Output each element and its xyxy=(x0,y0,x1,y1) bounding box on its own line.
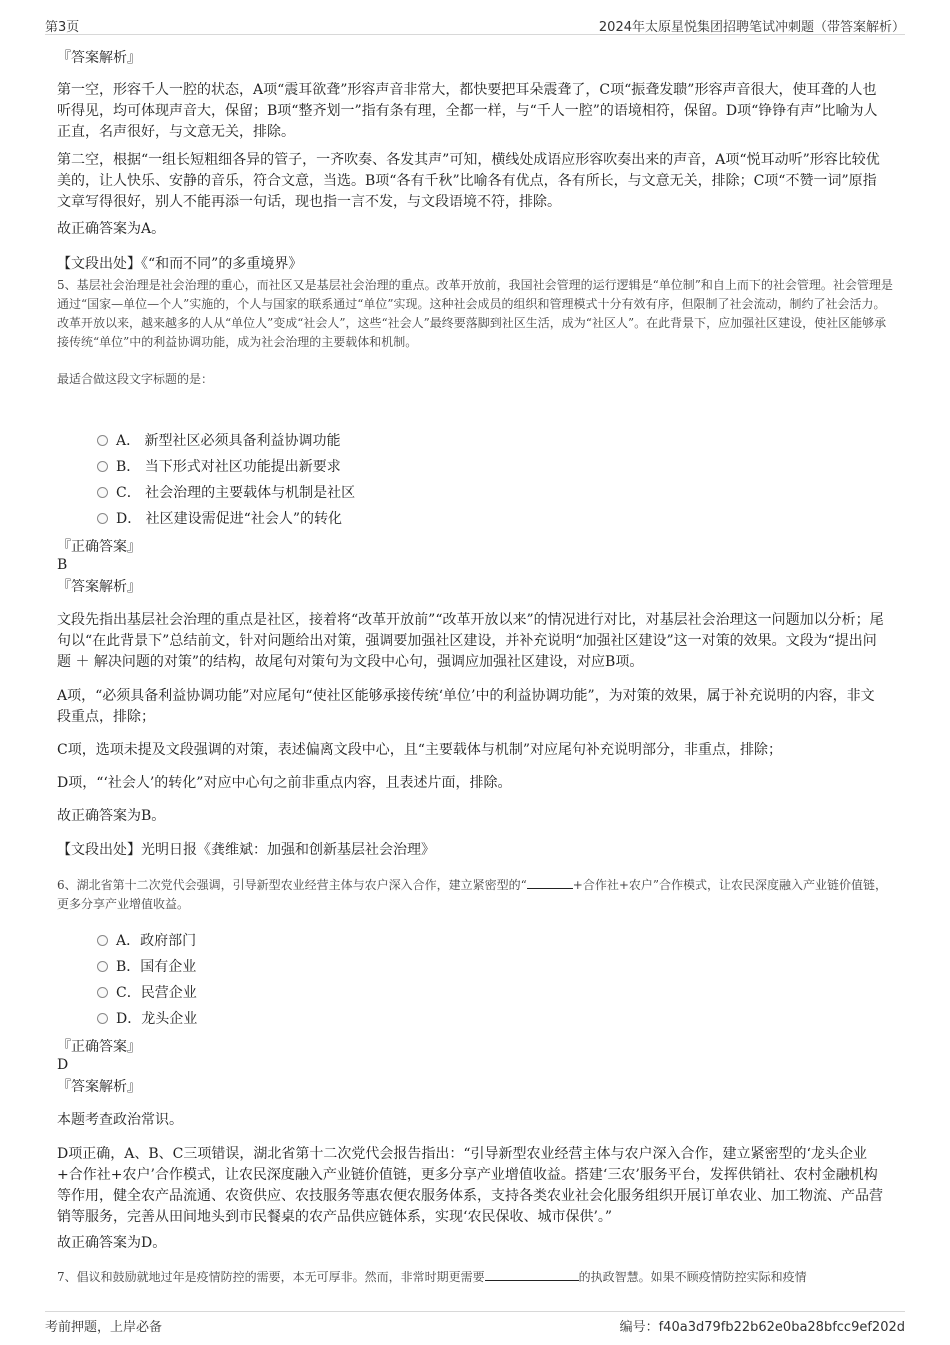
option-label: D．龙头企业 xyxy=(116,1011,198,1027)
document-title: 2024年太原星悦集团招聘笔试冲刺题（带答案解析） xyxy=(598,20,905,35)
radio-icon[interactable] xyxy=(97,987,108,998)
page-number: 第3页 xyxy=(45,20,80,35)
q4-analysis-p2: 第二空，根据“一组长短粗细各异的管子，一齐吹奏、各发其声”可知，横线处成语应形容吹奏出来的声音，A项“悦耳动听”形容比较优美的，让人快乐、安静的音乐，符合文意，当选。B项“各有千秋”比喻各有优点，各有所长，与文意无关，排除；C项“不赞一词”原指文章写得很好，别人不能再添一句话，现也指一言不发，与文段语境不符，排除。 xyxy=(57,152,880,210)
option-label: D． 社区建设需促进“社会人”的转化 xyxy=(116,511,342,527)
radio-icon[interactable] xyxy=(97,1013,108,1024)
q5-analysis-p3: C项，选项未提及文段强调的对策，表述偏离文段中心，且“主要载体与机制”对应尾句补充说明部分，非重点，排除； xyxy=(57,742,783,758)
q6-option-a[interactable] xyxy=(97,932,196,950)
q5-option-a[interactable] xyxy=(97,432,341,450)
q5-option-c[interactable] xyxy=(97,484,355,502)
q5-correct-label: 『正确答案』 xyxy=(57,539,141,555)
radio-icon[interactable] xyxy=(97,513,108,524)
q7-text-after: 的执政智慧。如果不顾疫情防控实际和疫情 xyxy=(578,1270,807,1284)
option-label: C．民营企业 xyxy=(116,985,197,1001)
q4-source: 【文段出处】《“和而不同”的多重境界》 xyxy=(57,256,303,272)
q6-option-b[interactable] xyxy=(97,958,196,976)
q5-option-b[interactable] xyxy=(97,458,341,476)
page-header xyxy=(45,14,905,35)
q7-text-before: 7、倡议和鼓励就地过年是疫情防控的需要，本无可厚非。然而，非常时期更需要 xyxy=(57,1270,485,1284)
q4-analysis-p1: 第一空，形容千人一腔的状态，A项“震耳欲聋”形容声音非常大，都快要把耳朵震聋了，C项“振聋发聩”形容声音很大，使耳聋的人也听得见，均可体现声音大，保留；B项“整齐划一”指有条有理，全都一样，与“千人一腔”的语境相符，保留。D项“铮铮有声”比喻为人正直，名声很好，与文意无关，排除。 xyxy=(57,82,878,140)
q6-analysis-label: 『答案解析』 xyxy=(57,1079,141,1095)
q6-answer: 故正确答案为D。 xyxy=(57,1235,167,1251)
q6-analysis-p1: 本题考查政治常识。 xyxy=(57,1112,183,1128)
option-label: A． 新型社区必须具备利益协调功能 xyxy=(116,433,341,449)
footer-slogan: 考前押题，上岸必备 xyxy=(45,1320,163,1335)
radio-icon[interactable] xyxy=(97,461,108,472)
q6-correct-label: 『正确答案』 xyxy=(57,1039,141,1055)
radio-icon[interactable] xyxy=(97,487,108,498)
q5-question-text: 5、基层社会治理是社会治理的重心，而社区又是基层社会治理的重点。改革开放前，我国社会管理的运行逻辑是“单位制”和自上而下的社会管理。社会管理是通过“国家—单位—个人”实施的，个人与国家的联系通过“单位”实现。这种社会成员的组织和管理模式十分有效有序，但限制了社会流动，制约了社会活力。改革开放以来，越来越多的人从“单位人”变成“社会人”，这些“社会人”最终要落脚到社区生活，成为“社区人”。在此背景下，应加强社区建设，使社区能够承接传统“单位”中的利益协调功能，成为社会治理的主要载体和机制。 xyxy=(57,278,893,349)
page-footer xyxy=(45,1311,905,1334)
q5-correct-answer: B xyxy=(57,557,68,573)
q6-option-d[interactable] xyxy=(97,1010,197,1028)
q6-question-text xyxy=(57,876,895,914)
q5-analysis-p1: 文段先指出基层社会治理的重点是社区，接着将“改革开放前”“改革开放以来”的情况进行对比，对基层社会治理这一问题加以分析；尾句以“在此背景下”总结前文，针对问题给出对策，强调要加强社区建设，并补充说明“加强社区建设”这一对策的效果。文段为“提出问题 ＋ 解决问题的对策”的结构，故尾句对策句为文段中心句，强调应加强社区建设，对应B项。 xyxy=(57,612,884,670)
q6-analysis-p2: D项正确，A、B、C三项错误，湖北省第十二次党代会报告指出：“引导新型农业经营主体与农户深入合作，建立紧密型的‘龙头企业+合作社+农户’合作模式，让农民深度融入产业链价值链，更多分享产业增值收益。搭建‘三农’服务平台，发挥供销社、农村金融机构等作用，健全农产品流通、农资供应、农技服务等惠农便农服务体系，支持各类农业社会化服务组织开展订单农业、加工物流、产品营销等服务，完善从田间地头到市民餐桌的农产品供应链体系，实现‘农民保收、城市保供’。” xyxy=(57,1146,883,1225)
radio-icon[interactable] xyxy=(97,961,108,972)
q5-answer: 故正确答案为B。 xyxy=(57,808,166,824)
q5-source: 【文段出处】光明日报《龚维斌：加强和创新基层社会治理》 xyxy=(57,842,435,858)
radio-icon[interactable] xyxy=(97,435,108,446)
q5-analysis-p2: A项，“必须具备利益协调功能”对应尾句“使社区能够承接传统‘单位’中的利益协调功能”，为对策的效果，属于补充说明的内容，非文段重点，排除； xyxy=(57,688,875,725)
q4-analysis-label: 『答案解析』 xyxy=(57,50,141,66)
fill-blank xyxy=(485,1280,579,1281)
q6-text-after: +合作社+农户”合作模式，让农民深度融入产业链价值链，更多分享产业增值收益。 xyxy=(57,878,888,911)
q4-answer: 故正确答案为A。 xyxy=(57,221,166,237)
q7-question-text xyxy=(57,1268,895,1287)
radio-icon[interactable] xyxy=(97,935,108,946)
option-label: B． 当下形式对社区功能提出新要求 xyxy=(116,459,341,475)
document-code: 编号：f40a3d79fb22b62e0ba28bfcc9ef202d xyxy=(619,1320,905,1335)
q5-prompt: 最适合做这段文字标题的是： xyxy=(57,372,214,386)
q6-text-before: 6、湖北省第十二次党代会强调，引导新型农业经营主体与农户深入合作，建立紧密型的“ xyxy=(57,878,527,892)
q5-analysis-label: 『答案解析』 xyxy=(57,579,141,595)
option-label: C． 社会治理的主要载体与机制是社区 xyxy=(116,485,356,501)
option-label: A．政府部门 xyxy=(116,933,197,949)
q5-option-d[interactable] xyxy=(97,510,342,528)
q6-correct-answer: D xyxy=(57,1057,69,1073)
fill-blank xyxy=(527,888,573,889)
q5-analysis-p4: D项，“‘社会人’的转化”对应中心句之前非重点内容，且表述片面，排除。 xyxy=(57,775,512,791)
option-label: B．国有企业 xyxy=(116,959,197,975)
q6-option-c[interactable] xyxy=(97,984,197,1002)
